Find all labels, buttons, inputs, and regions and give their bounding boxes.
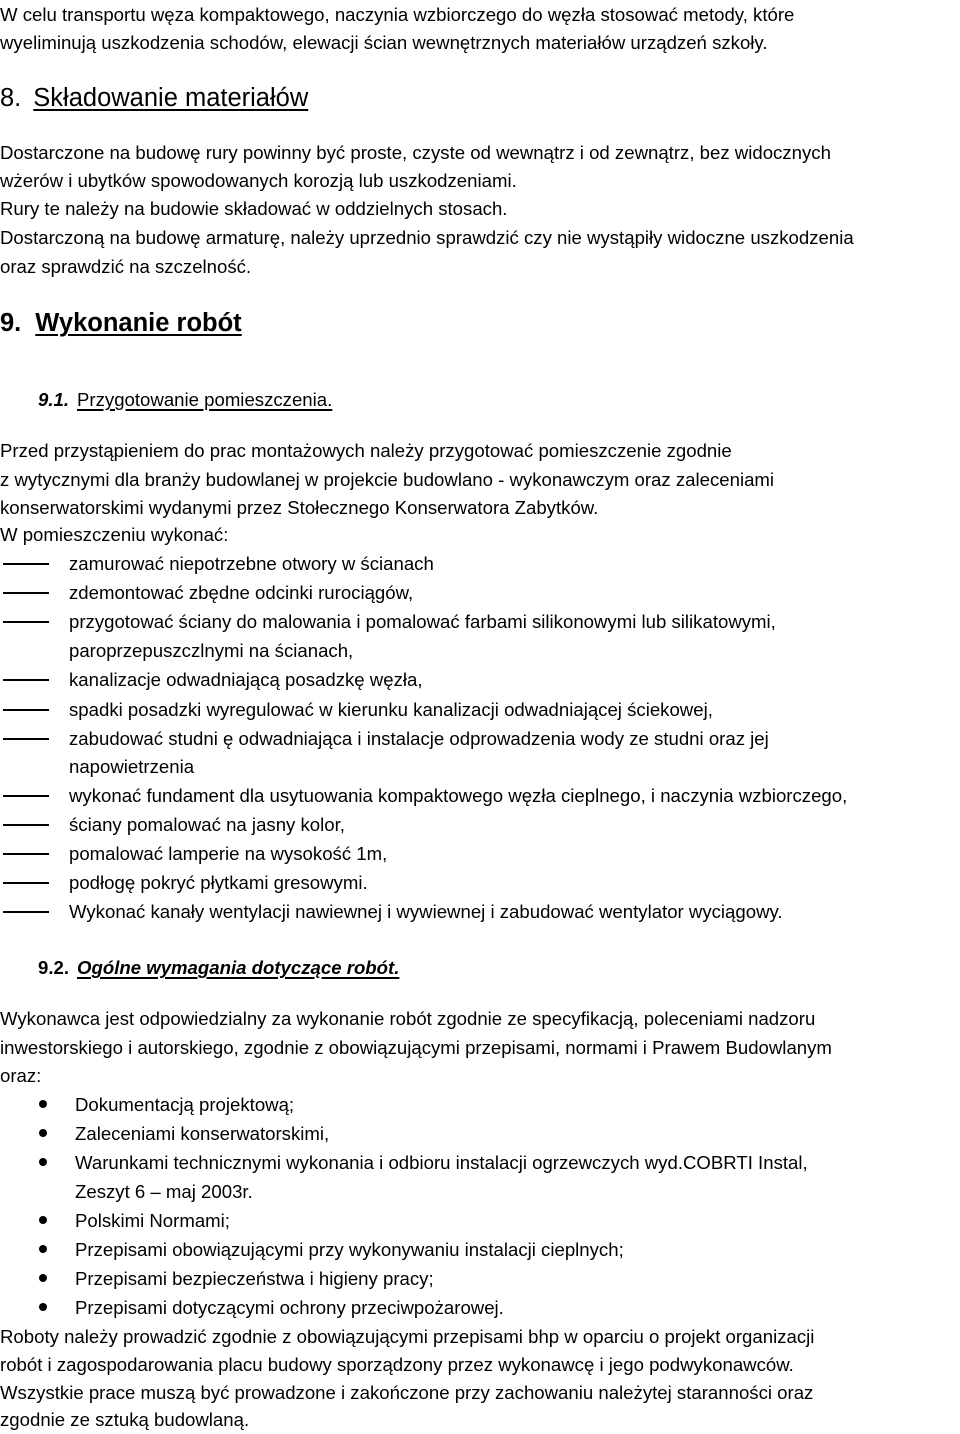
dash-list-item: [0, 897, 960, 926]
list-item-text: podłogę pokryć płytkami gresowymi.: [69, 872, 368, 893]
dash-marker: [3, 853, 49, 855]
bullet-list-item: [0, 1119, 960, 1148]
list-item-text: ściany pomalować na jasny kolor,: [69, 814, 345, 835]
list-item-text: Warunkami technicznymi wykonania i odbioru instalacji ogrzewczych wyd.COBRTI Instal,: [75, 1152, 808, 1173]
paragraph-line: oraz:: [0, 1065, 42, 1086]
section-number: 9.: [0, 309, 22, 337]
dash-list-item: [0, 549, 960, 578]
paragraph-line: zgodnie ze sztuką budowlaną.: [0, 1409, 250, 1430]
section-number: 8.: [0, 84, 22, 112]
bullet-marker: [39, 1274, 47, 1282]
bullet-list-item: [0, 1206, 960, 1235]
bullet-marker: [39, 1303, 47, 1311]
dash-list-item: [0, 781, 960, 810]
section-9-heading: [0, 307, 242, 339]
subsection-9-1-heading: [38, 385, 332, 414]
paragraph-line: Wykonawca jest odpowiedzialny za wykonanie robót zgodnie ze specyfikacją, poleceniami nadzoru: [0, 1008, 816, 1029]
list-item-text: Przepisami obowiązującymi przy wykonywaniu instalacji cieplnych;: [75, 1239, 624, 1260]
dash-list-item: [0, 665, 960, 694]
bullet-list-item: [0, 1235, 960, 1264]
dash-list-item: [0, 868, 960, 897]
list-item-text: pomalować lamperie na wysokość 1m,: [69, 843, 388, 864]
section-8-heading: [0, 82, 308, 114]
bullet-list-item: [0, 1264, 960, 1293]
subsection-9-2-heading: [38, 953, 399, 982]
dash-marker: [3, 563, 49, 565]
paragraph-line: Dostarczone na budowę rury powinny być proste, czyste od wewnątrz i od zewnątrz, bez widocznych: [0, 142, 831, 163]
dash-marker: [3, 882, 49, 884]
dash-marker: [3, 621, 49, 623]
dash-list-item: [0, 607, 960, 636]
list-item-text: Zaleceniami konserwatorskimi,: [75, 1123, 330, 1144]
bullet-marker: [39, 1216, 47, 1224]
dash-marker: [3, 824, 49, 826]
bullet-marker: [39, 1158, 47, 1166]
paragraph-line: Dostarczoną na budowę armaturę, należy uprzednio sprawdzić czy nie wystąpiły widoczne uszkodzenia: [0, 227, 854, 248]
dash-marker: [3, 795, 49, 797]
paragraph-line: inwestorskiego i autorskiego, zgodnie z obowiązującymi przepisami, normami i Prawem Budowlanym: [0, 1037, 832, 1058]
dash-marker: [3, 738, 49, 740]
list-item-text: Przepisami dotyczącymi ochrony przeciwpożarowej.: [75, 1297, 504, 1318]
subsection-number: 9.2.: [38, 957, 70, 978]
list-item-text: spadki posadzki wyregulować w kierunku kanalizacji odwadniającej ściekowej,: [69, 699, 713, 720]
list-item-text: Przepisami bezpieczeństwa i higieny pracy;: [75, 1268, 434, 1289]
dash-marker: [3, 911, 49, 913]
dash-list-item: [0, 578, 960, 607]
list-item-text: kanalizacje odwadniającą posadzkę węzła,: [69, 669, 423, 690]
dash-list-item: [0, 839, 960, 868]
paragraph-line: konserwatorskimi wydanymi przez Stołecznego Konserwatora Zabytków.: [0, 497, 599, 518]
list-item-continuation: napowietrzenia: [69, 756, 195, 777]
dash-list-item: [0, 810, 960, 839]
paragraph-line: Wszystkie prace muszą być prowadzone i zakończone przy zachowaniu należytej staranności oraz: [0, 1382, 814, 1403]
list-item-text: zdemontować zbędne odcinki rurociągów,: [69, 582, 414, 603]
list-item-text: zabudować studni ę odwadniająca i instalacje odprowadzenia wody ze studni oraz jej: [69, 728, 769, 749]
paragraph-line: Przed przystąpieniem do prac montażowych należy przygotować pomieszczenie zgodnie: [0, 440, 732, 461]
dash-marker: [3, 709, 49, 711]
paragraph-line: robót i zagospodarowania placu budowy sporządzony przez wykonawcę i jego podwykonawców.: [0, 1354, 794, 1375]
paragraph-line: Rury te należy na budowie składować w oddzielnych stosach.: [0, 198, 508, 219]
bullet-marker: [39, 1129, 47, 1137]
section-title: Wykonanie robót: [35, 309, 242, 337]
paragraph-line: Roboty należy prowadzić zgodnie z obowiązującymi przepisami bhp w oparciu o projekt organizacji: [0, 1326, 815, 1347]
paragraph-line: wżerów i ubytków spowodowanych korozją lub uszkodzeniami.: [0, 170, 517, 191]
paragraph-line: W pomieszczeniu wykonać:: [0, 524, 229, 545]
list-item-text: Dokumentacją projektową;: [75, 1094, 295, 1115]
list-item-text: Wykonać kanały wentylacji nawiewnej i wywiewnej i zabudować wentylator wyciągowy.: [69, 901, 783, 922]
list-item-text: Polskimi Normami;: [75, 1210, 230, 1231]
paragraph-line: oraz sprawdzić na szczelność.: [0, 256, 252, 277]
bullet-list-item: [0, 1090, 960, 1119]
bullet-list-item: [0, 1293, 960, 1322]
subsection-number: 9.1.: [38, 389, 70, 410]
subsection-title: Ogólne wymagania dotyczące robót.: [77, 957, 400, 978]
bullet-marker: [39, 1100, 47, 1108]
dash-list-item: [0, 695, 960, 724]
intro-line: W celu transportu węza kompaktowego, naczynia wzbiorczego do węzła stosować metody, które: [0, 4, 795, 25]
dash-marker: [3, 679, 49, 681]
list-item-text: zamurować niepotrzebne otwory w ścianach: [69, 553, 434, 574]
list-item-continuation: paroprzepuszczlnymi na ścianach,: [69, 640, 354, 661]
dash-list-item: [0, 724, 960, 753]
list-item-text: wykonać fundament dla usytuowania kompaktowego węzła cieplnego, i naczynia wzbiorczego,: [69, 785, 848, 806]
bullet-marker: [39, 1245, 47, 1253]
list-item-continuation: Zeszyt 6 – maj 2003r.: [75, 1181, 253, 1202]
list-item-text: przygotować ściany do malowania i pomalować farbami silikonowymi lub silikatowymi,: [69, 611, 776, 632]
dash-marker: [3, 592, 49, 594]
intro-line: wyeliminują uszkodzenia schodów, elewacji ścian wewnętrznych materiałów urządzeń szkoły.: [0, 32, 768, 53]
bullet-list-item: [0, 1148, 960, 1177]
subsection-title: Przygotowanie pomieszczenia.: [77, 389, 333, 410]
section-title: Składowanie materiałów: [33, 84, 309, 112]
paragraph-line: z wytycznymi dla branży budowlanej w projekcie budowlano - wykonawczym oraz zaleceniami: [0, 469, 775, 490]
